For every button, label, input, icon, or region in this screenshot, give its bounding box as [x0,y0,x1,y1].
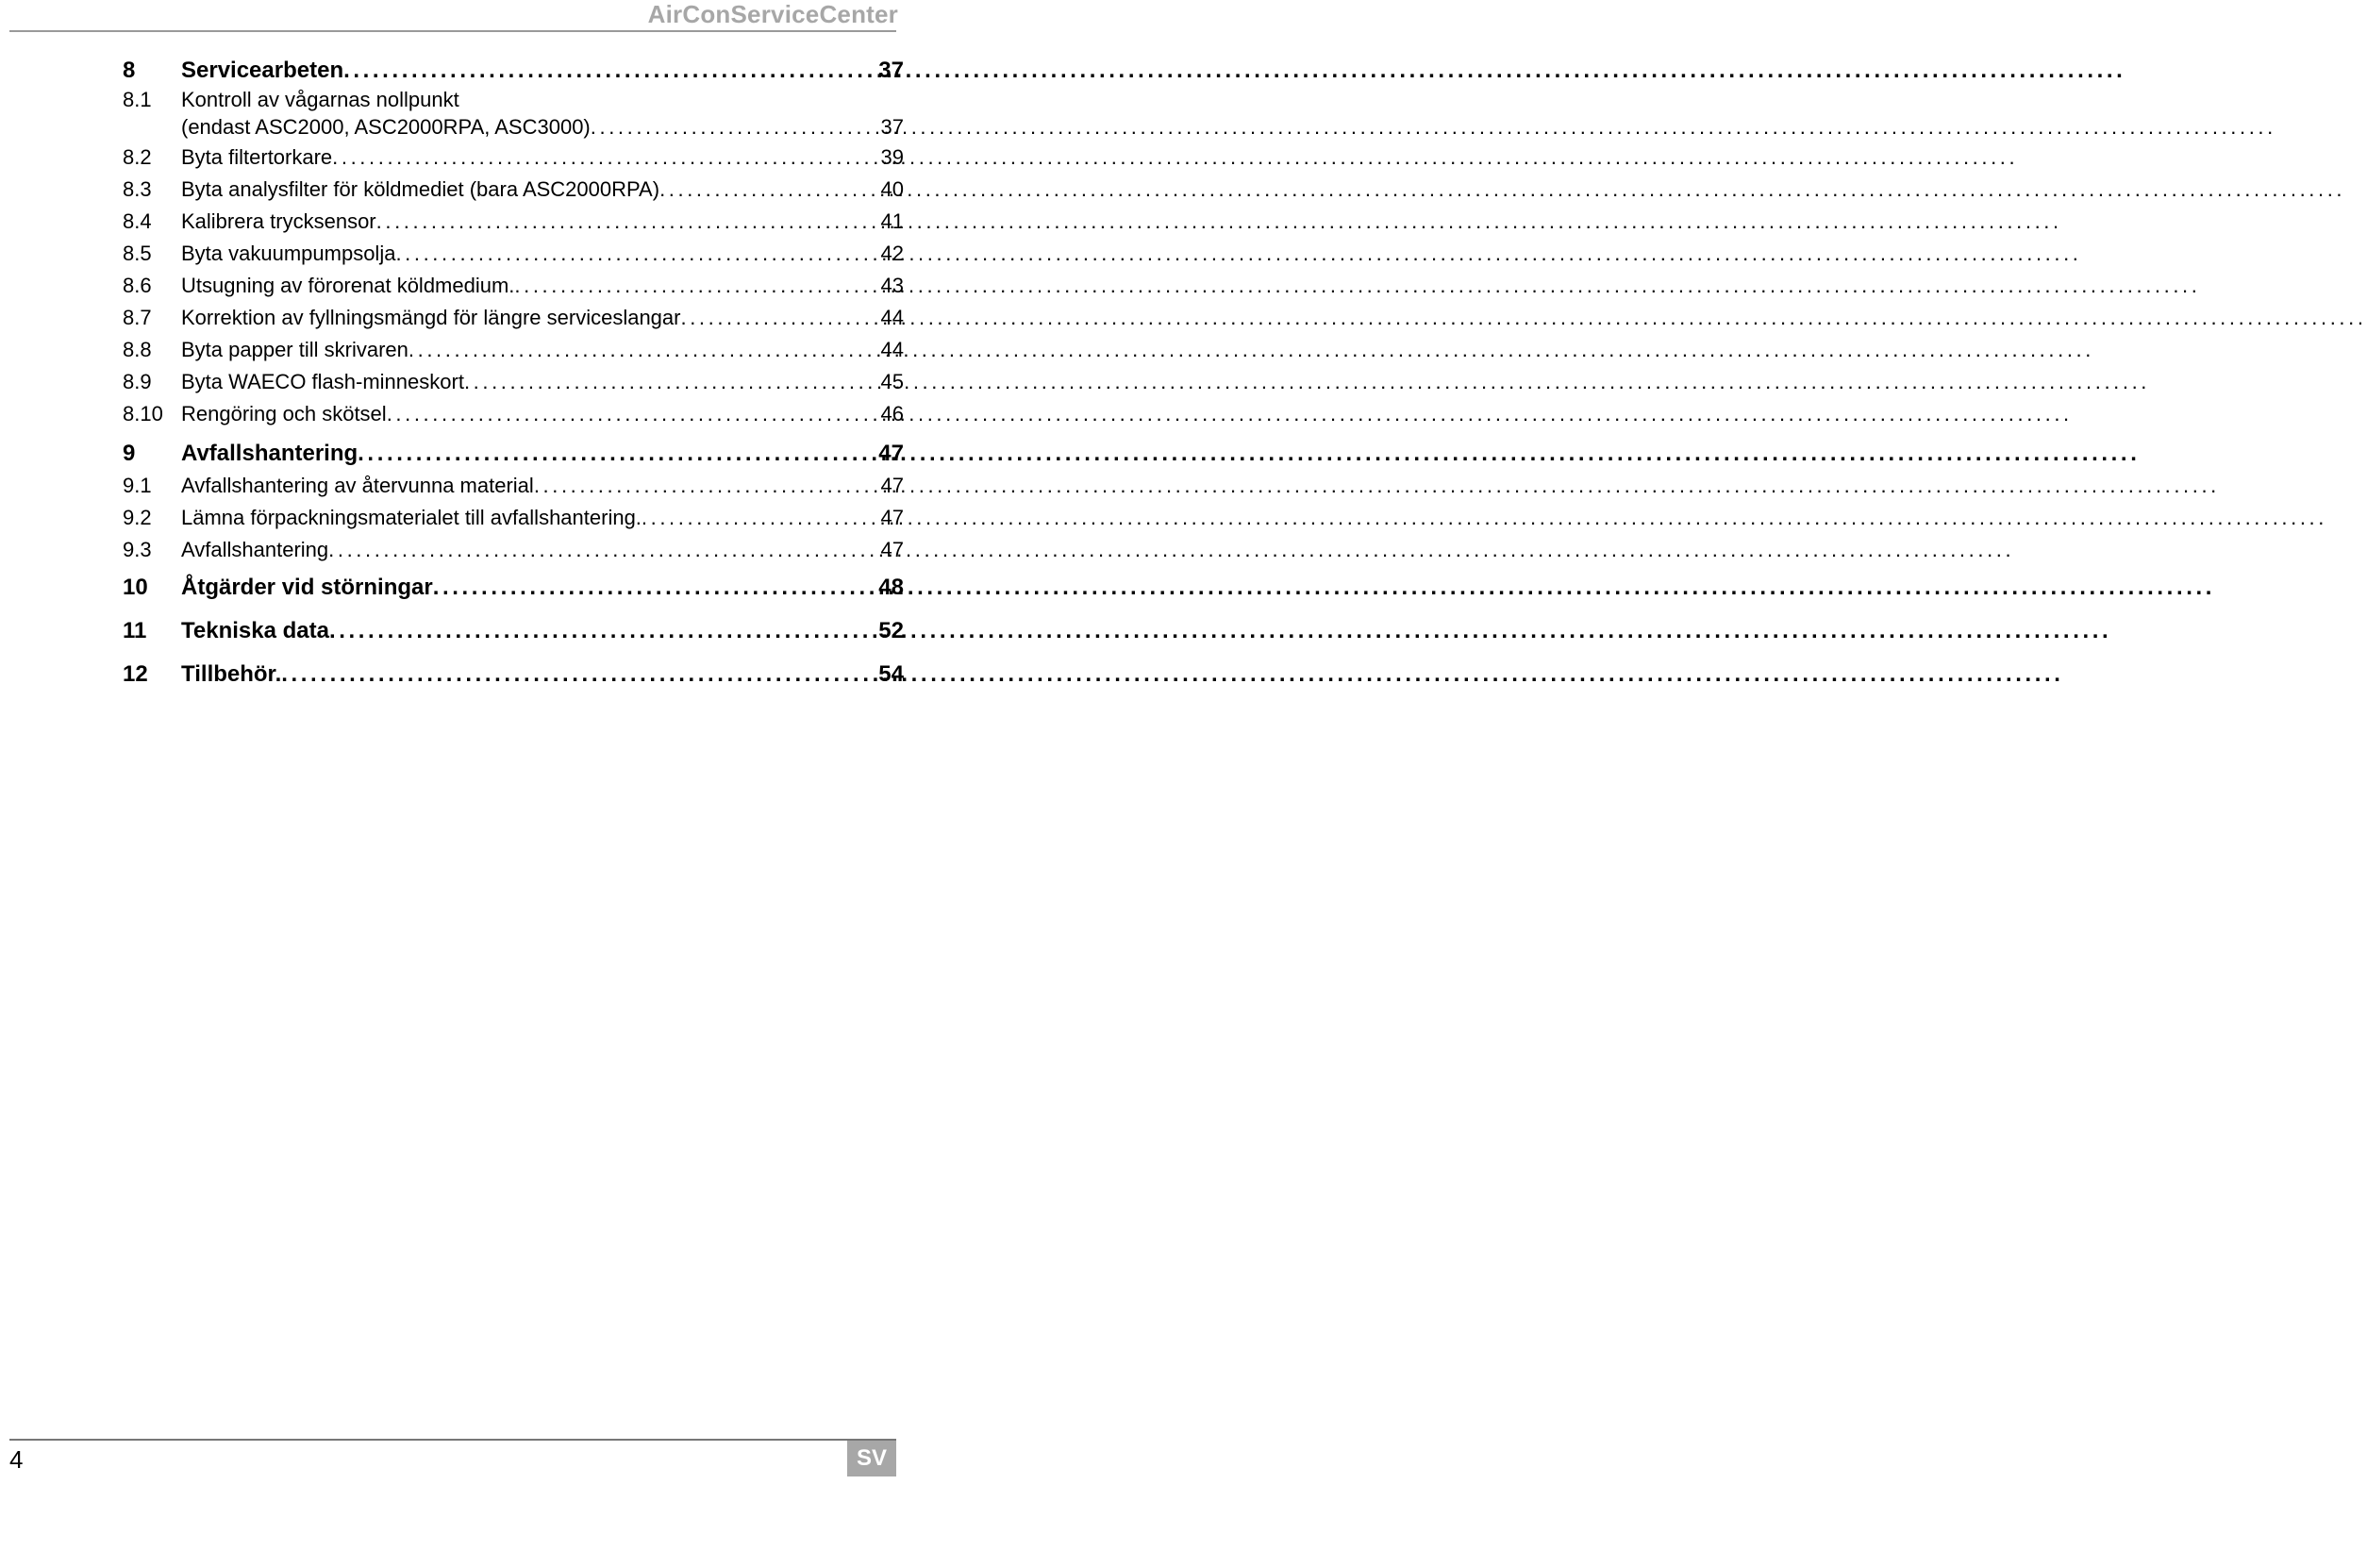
toc-section-8-9[interactable] [123,366,904,398]
toc-title: Byta vakuumpumpsolja [181,242,396,265]
toc-title: Byta filtertorkare [181,145,333,169]
toc-title: Tekniska data [181,618,329,643]
toc-dot-leader [433,566,878,609]
toc-section-9-3[interactable] [123,534,904,566]
toc-section-9-1[interactable] [123,470,904,502]
toc-title: Kontroll av vågarnas nollpunkt [181,88,459,111]
toc-page-number: 39 [880,145,904,169]
toc-number: 9.3 [123,538,152,561]
toc-dot-leader [395,238,879,270]
toc-section-8-10[interactable] [123,398,904,430]
toc-number: 8.8 [123,338,152,361]
toc-number: 8.1 [123,88,152,111]
toc-number: 8.9 [123,370,152,393]
toc-number: 8.4 [123,209,152,233]
toc-dot-leader [343,55,877,87]
toc-title: Avfallshantering av återvunna material [181,474,534,497]
toc-title: Servicearbeten [181,58,344,83]
toc-dot-leader [514,270,879,302]
toc-page-number: 47 [880,474,904,497]
toc-number: 8 [123,58,136,83]
toc-dot-leader [332,142,879,174]
toc-number: 10 [123,575,148,600]
toc-page-number: 47 [880,538,904,561]
toc-section-8-3[interactable] [123,174,904,206]
toc-title: Kalibrera trycksensor [181,209,376,233]
toc-number: 8.2 [123,145,152,169]
toc-dot-leader [281,653,877,696]
toc-title: Tillbehör. [181,661,282,687]
footer-page-number: 4 [9,1445,24,1474]
toc-dot-leader [464,366,880,398]
footer-divider [9,1439,896,1441]
toc-chapter-9[interactable] [123,438,904,470]
toc-title: Byta WAECO flash-minneskort [181,370,464,393]
toc-page-number: 54 [878,661,904,687]
toc-page-number: 37 [880,115,904,139]
toc-dot-leader [591,113,880,142]
toc-title-continuation: (endast ASC2000, ASC2000RPA, ASC3000) [181,115,591,139]
toc-number: 11 [123,618,147,643]
toc-title: Rengöring och skötsel [181,402,387,425]
toc-title: Avfallshantering [181,538,329,561]
toc-dot-leader [534,470,880,502]
toc-page-number: 46 [880,402,904,425]
toc-chapter-8[interactable] [123,55,904,87]
toc-number: 12 [123,661,148,687]
toc-title: Korrektion av fyllningsmängd för längre serviceslangar [181,306,681,329]
toc-page-number: 37 [878,58,904,83]
toc-title: Utsugning av förorenat köldmedium. [181,274,515,297]
toc-page-number: 52 [878,618,904,643]
toc-number: 8.6 [123,274,152,297]
toc-dot-leader [659,174,879,206]
toc-number: 8.10 [123,402,163,425]
table-of-contents [123,55,904,696]
toc-number: 9 [123,441,136,466]
toc-dot-leader [642,502,880,534]
toc-chapter-12[interactable] [123,653,904,696]
toc-number: 8.3 [123,177,152,201]
language-badge: SV [847,1441,896,1476]
toc-section-8-6[interactable] [123,270,904,302]
toc-section-8-4[interactable] [123,206,904,238]
toc-page-number: 45 [880,370,904,393]
toc-title: Lämna förpackningsmaterialet till avfallshantering. [181,506,642,529]
toc-number: 9.1 [123,474,152,497]
toc-chapter-10[interactable] [123,566,904,609]
header-divider [9,30,896,32]
toc-number: 9.2 [123,506,152,529]
toc-dot-leader [680,302,879,334]
toc-dot-leader [376,206,880,238]
toc-section-8-5[interactable] [123,238,904,270]
document-header-title: AirConServiceCenter [647,0,898,28]
toc-dot-leader [329,609,877,653]
toc-title: Avfallshantering [181,441,358,466]
toc-page-number: 44 [880,338,904,361]
toc-section-8-8[interactable] [123,334,904,366]
toc-title: Byta analysfilter för köldmediet (bara ASC2000RPA) [181,177,660,201]
toc-page-number: 47 [880,506,904,529]
toc-page-number: 40 [880,177,904,201]
toc-title: Åtgärder vid störningar [181,575,433,600]
toc-page-number: 43 [880,274,904,297]
toc-number: 8.7 [123,306,152,329]
toc-page-number: 42 [880,242,904,265]
toc-page-number: 48 [878,575,904,600]
toc-section-8-7[interactable] [123,302,904,334]
toc-section-9-2[interactable] [123,502,904,534]
toc-page-number: 47 [878,441,904,466]
toc-title: Byta papper till skrivaren [181,338,408,361]
toc-number: 8.5 [123,242,152,265]
toc-chapter-11[interactable] [123,609,904,653]
toc-page-number: 44 [880,306,904,329]
toc-section-8-2[interactable] [123,142,904,174]
toc-dot-leader [387,398,880,430]
toc-section-8-1[interactable] [123,87,904,142]
toc-dot-leader [408,334,880,366]
toc-dot-leader [328,534,879,566]
toc-page-number: 41 [880,209,904,233]
toc-dot-leader [358,438,877,470]
